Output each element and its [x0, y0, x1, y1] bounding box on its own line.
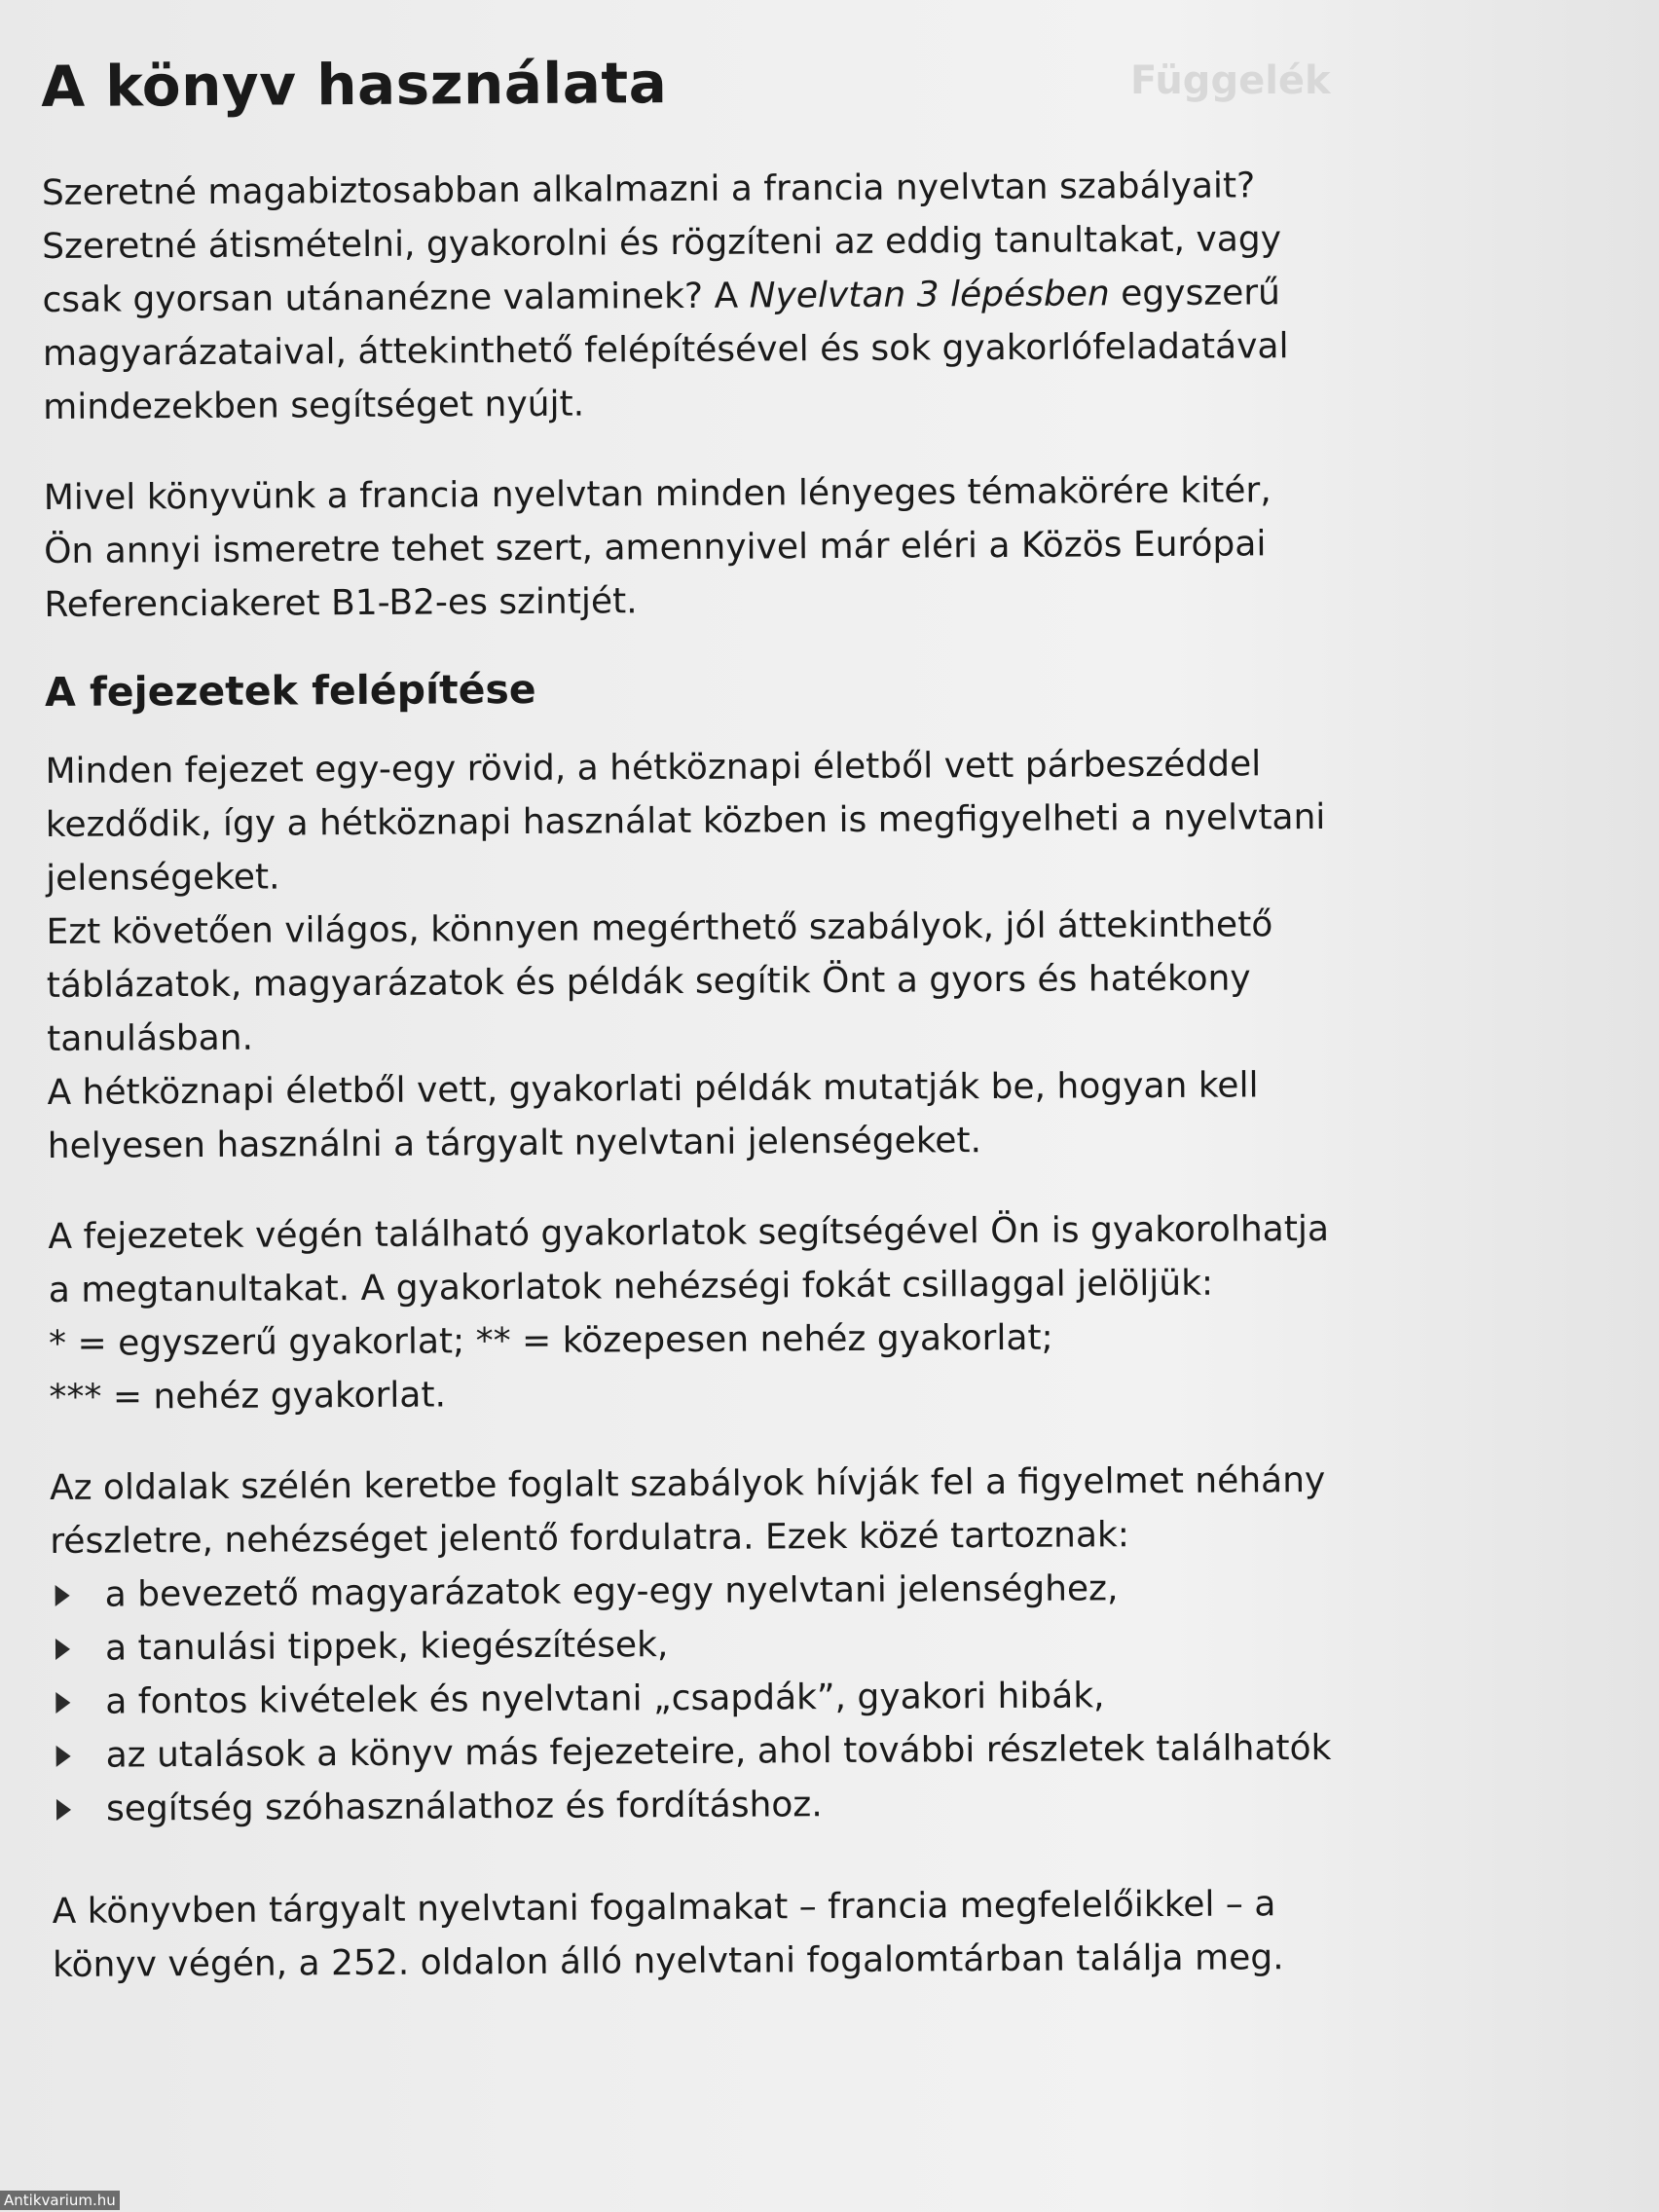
margin-rules-paragraph: Az oldalak szélén keretbe foglalt szabályok hívják fel a figyelmet néhány részletre, nehézséget jelentő fordulatra. Ezek közé tartoznak:	[49, 1459, 1326, 1562]
list-item-text: segítség szóhasználathoz és fordításhoz.	[105, 1785, 823, 1829]
list-item-text: a fontos kivételek és nyelvtani „csapdák”, gyakori hibák,	[105, 1676, 1105, 1722]
section-heading: A fejezetek felépítése	[44, 665, 536, 716]
list-item	[52, 1721, 1337, 1783]
exercises-paragraph: A fejezetek végén található gyakorlatok segítségével Ön is gyakorolhatja a megtanultakat. A gyakorlatok nehézségi fokát csillaggal jelöljük:	[48, 1208, 1330, 1310]
triangle-bullet-icon	[55, 1585, 70, 1606]
section-paragraph-1b: Ezt követően világos, könnyen megérthető szabályok, jól áttekinthető táblázatok, magyarázatok és példák segítik Önt a gyors és hatékony tanulásban.	[46, 904, 1273, 1059]
difficulty-legend-2: *** = nehéz gyakorlat.	[49, 1375, 447, 1418]
triangle-bullet-icon	[55, 1639, 70, 1660]
intro-text-a: Szeretné magabiztosabban alkalmazni a francia nyelvtan szabályait? Szeretné átismételni, gyakorolni és rögzíteni az eddig tanultakat, vagy csak gyorsan utánanézne valaminek? A	[41, 166, 1282, 320]
list-item	[51, 1614, 1336, 1676]
difficulty-legend-1: * = egyszerű gyakorlat; ** = közepesen nehéz gyakorlat;	[48, 1317, 1053, 1364]
closing-paragraph: A könyvben tárgyalt nyelvtani fogalmakat – francia megfelelőikkel – a könyv végén, a 252. oldalon álló nyelvtani fogalomtárban találja meg.	[52, 1884, 1284, 1985]
page-content	[41, 46, 1338, 2029]
list-item	[52, 1775, 1337, 1836]
list-item-text: a tanulási tippek, kiegészítések,	[104, 1625, 669, 1669]
intro-paragraph-1	[42, 159, 1329, 434]
triangle-bullet-icon	[56, 1799, 71, 1821]
list-item	[51, 1668, 1336, 1729]
list-item-text: a bevezető magyarázatok egy-egy nyelvtani jelenséghez,	[104, 1568, 1119, 1615]
triangle-bullet-icon	[56, 1746, 71, 1767]
watermark-label: Antikvarium.hu	[0, 2191, 120, 2210]
page-title: A könyv használata	[41, 50, 668, 120]
list-item-text: az utalások a könyv más fejezeteire, ahol további részletek találhatók	[105, 1727, 1332, 1776]
triangle-bullet-icon	[55, 1692, 70, 1714]
list-item	[51, 1561, 1336, 1622]
intro-paragraph-2: Mivel könyvünk a francia nyelvtan minden lényeges témakörére kitér, Ön annyi ismeretre tehet szert, amennyivel már eléri a Közös Európai Referenciakeret B1-B2-es szintjét.	[43, 470, 1272, 625]
section-paragraph-1c: A hétköznapi életből vett, gyakorlati példák mutatják be, hogyan kell helyesen használni a tárgyalt nyelvtani jelenségeket.	[47, 1065, 1259, 1166]
intro-text-b: egyszerű magyarázataival, áttekinthető felépítésével és sok gyakorlófeladatával mindezekben segítséget nyújt.	[42, 273, 1289, 427]
margin-rules-list	[51, 1561, 1338, 1836]
section-paragraph-1a: Minden fejezet egy-egy rövid, a hétköznapi életből vett párbeszéddel kezdődik, így a hétköznapi használat közben is megfigyelheti a nyelvtani jelenségeket.	[45, 744, 1326, 899]
show-through-title: Függelék	[1130, 58, 1331, 103]
book-series-title: Nyelvtan 3 lépésben	[749, 274, 1110, 316]
